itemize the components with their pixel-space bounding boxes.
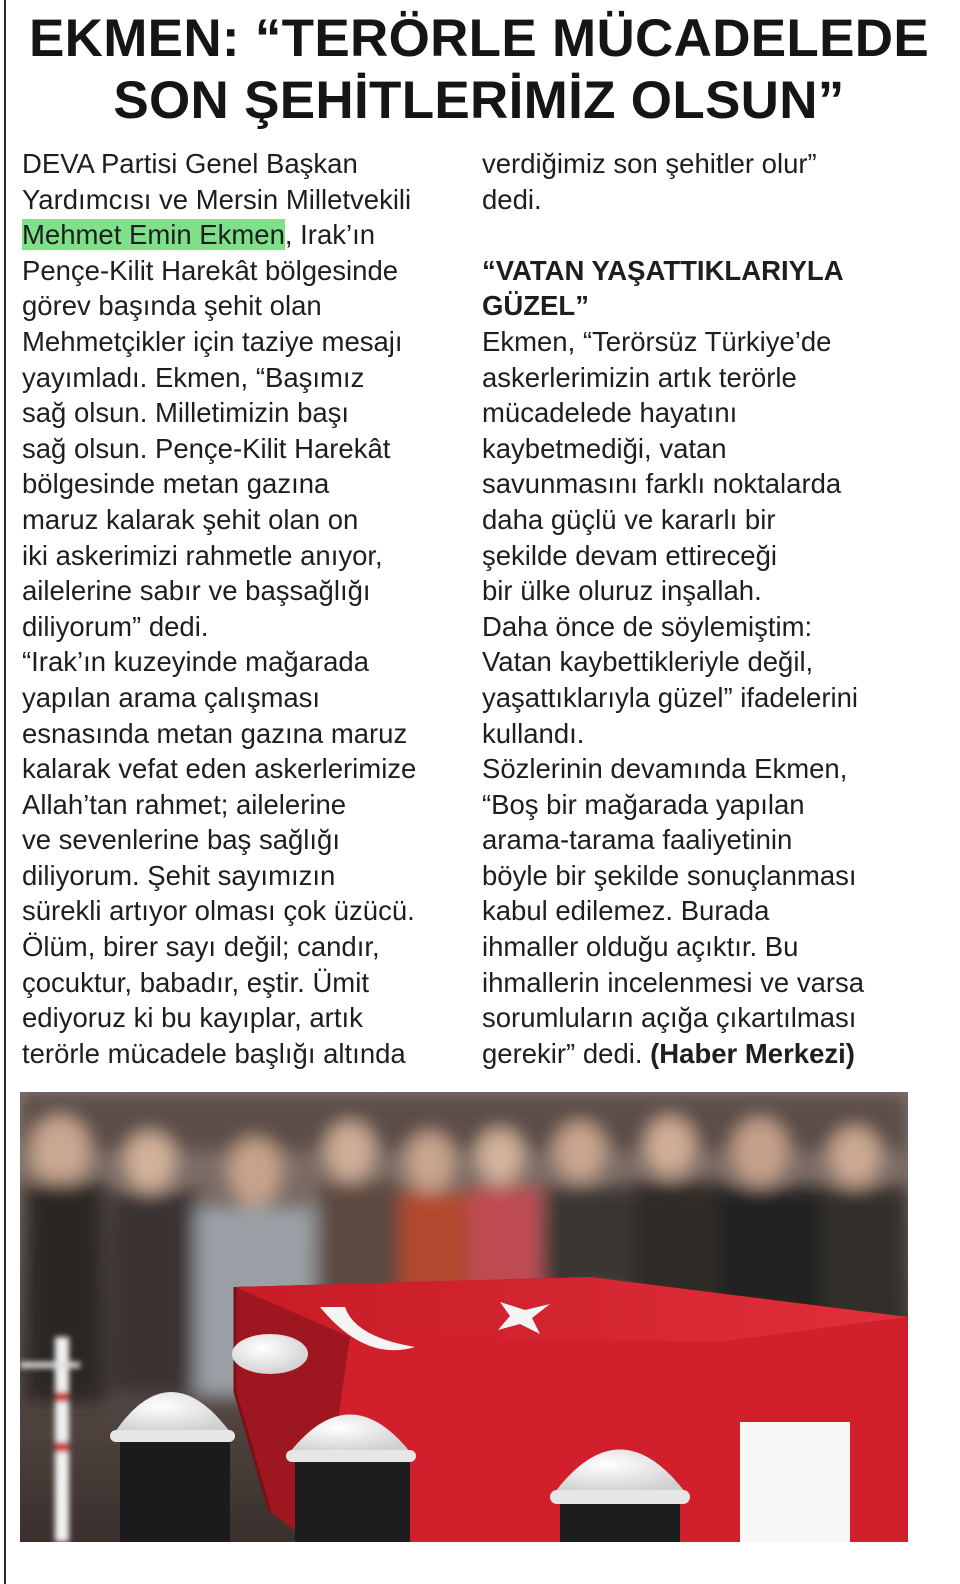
text-line: terörle mücadele başlığı altında <box>22 1037 406 1069</box>
text-line: kalarak vefat eden askerlerimize <box>22 753 417 785</box>
funeral-photo-illustration <box>20 1092 908 1542</box>
text-line: “Boş bir mağarada yapılan <box>482 788 805 820</box>
text-line: ihmallerin incelenmesi ve varsa <box>482 966 865 998</box>
text-line: askerlerimizin artık terörle <box>482 361 797 393</box>
column-rule <box>4 0 6 1584</box>
text-line: kaybetmediği, vatan <box>482 432 727 464</box>
text-line-final <box>482 1036 922 1072</box>
headline-line-1: EKMEN: “TERÖRLE MÜCADELEDE <box>29 9 929 68</box>
text-line: iki askerimizi rahmetle anıyor, <box>22 539 383 571</box>
text-line: daha güçlü ve kararlı bir <box>482 503 776 535</box>
text-line: arama-tarama faaliyetinin <box>482 824 793 856</box>
text-line: “Irak’ın kuzeyinde mağarada <box>22 646 369 678</box>
text-line: verdiğimiz son şehitler olur” <box>482 148 817 179</box>
article-column-left <box>22 146 462 1071</box>
text-line: diliyorum. Şehit sayımızın <box>22 859 336 891</box>
text-line: bir ülke oluruz inşallah. <box>482 575 762 607</box>
text-line: esnasında metan gazına maruz <box>22 717 408 749</box>
text-line: yayımladı. Ekmen, “Başımız <box>22 361 365 393</box>
text-line: Sözlerinin devamında Ekmen, <box>482 753 848 785</box>
text-line: DEVA Partisi Genel Başkan <box>22 148 358 179</box>
text-line: Allah’tan rahmet; ailelerine <box>22 788 347 820</box>
subheading-line-2: GÜZEL” <box>482 290 589 322</box>
article-column-right <box>482 146 922 1071</box>
text-line: diliyorum” dedi. <box>22 610 209 642</box>
text-line: dedi. <box>482 183 542 215</box>
text-line: sürekli artıyor olması çok üzücü. <box>22 895 415 927</box>
text-line: görev başında şehit olan <box>22 290 322 322</box>
text-line: kabul edilemez. Burada <box>482 895 770 927</box>
source-credit: (Haber Merkezi) <box>650 1037 855 1069</box>
headline <box>14 8 944 132</box>
subheading-line-1: “VATAN YAŞATTIKLARIYLA <box>482 254 844 286</box>
text-line: Ekmen, “Terörsüz Türkiye’de <box>482 325 832 357</box>
text-line: sağ olsun. Milletimizin başı <box>22 397 350 429</box>
final-text: gerekir” dedi. <box>482 1037 651 1069</box>
text-line: şekilde devam ettireceği <box>482 539 778 571</box>
text-line: kullandı. <box>482 717 585 749</box>
text-line: ihmaller olduğu açıktır. Bu <box>482 931 799 963</box>
text-line: sağ olsun. Pençe-Kilit Harekât <box>22 432 391 464</box>
text-line: savunmasını farklı noktalarda <box>482 468 842 500</box>
paragraph-gap <box>482 217 922 253</box>
funeral-photo <box>20 1092 908 1542</box>
text-line: bölgesinde metan gazına <box>22 468 330 500</box>
text-line: ve sevenlerine baş sağlığı <box>22 824 340 856</box>
text-after-name: , Irak’ın <box>284 219 376 251</box>
headline-line-2: SON ŞEHİTLERİMİZ OLSUN” <box>113 71 845 130</box>
text-line: böyle bir şekilde sonuçlanması <box>482 859 857 891</box>
text-line: yaşattıklarıyla güzel” ifadelerini <box>482 681 859 713</box>
text-line: sorumluların açığa çıkartılması <box>482 1002 857 1034</box>
text-line: ediyoruz ki bu kayıplar, artık <box>22 1002 363 1034</box>
text-line-name <box>22 217 462 253</box>
text-line: Daha önce de söylemiştim: <box>482 610 813 642</box>
text-line: Yardımcısı ve Mersin Milletvekili <box>22 183 412 215</box>
highlighted-name: Mehmet Emin Ekmen <box>22 219 285 251</box>
text-line: Mehmetçikler için taziye mesajı <box>22 325 403 357</box>
text-line: çocuktur, babadır, eştir. Ümit <box>22 966 369 998</box>
text-line: Vatan kaybettikleriyle değil, <box>482 646 814 678</box>
text-line: mücadelede hayatını <box>482 397 738 429</box>
text-line: ailelerine sabır ve başsağlığı <box>22 575 371 607</box>
text-line: maruz kalarak şehit olan on <box>22 503 359 535</box>
text-line: Pençe-Kilit Harekât bölgesinde <box>22 254 399 286</box>
text-line: Ölüm, birer sayı değil; candır, <box>22 931 380 963</box>
text-line: yapılan arama çalışması <box>22 681 321 713</box>
